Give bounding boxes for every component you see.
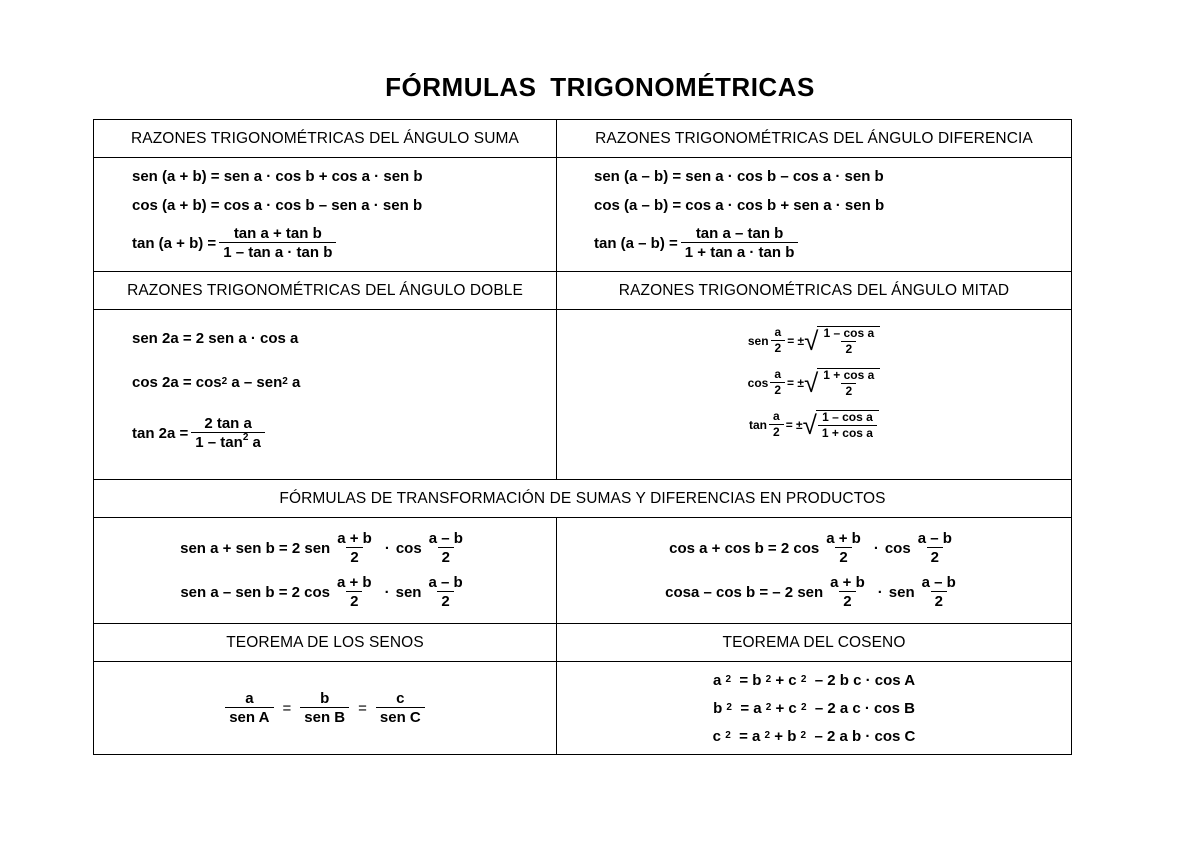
suma-cosenos-formula: cos a + cos b = 2 cos $\frac{a + b}{2}$ · cos $\frac{a - b}{2}$ — [669, 529, 952, 566]
tan-diferencia-formula: tan (a – b) = $\frac{\text{tan a – tan b}}{\text{1 + tan a · tan b}}$ — [594, 220, 1064, 266]
header-angulo-mitad: RAZONES TRIGONOMÉTRICAS DEL ÁNGULO MITAD — [618, 281, 1010, 299]
transformacion-seno-formulas — [94, 526, 556, 614]
sen-mitad-formula: sen $\frac{a}{2}$ = ± √ $\frac{\text{1 – cos a}}{2}$ — [557, 320, 1071, 362]
tan-suma-fraction: $\frac{\text{tan a + tan b}}{\text{1 – tan a · tan b}}$ — [219, 225, 336, 262]
header-transformacion: FÓRMULAS DE TRANSFORMACIÓN DE SUMAS Y DIFERENCIAS EN PRODUCTOS — [279, 489, 886, 507]
tan-doble-formula: tan 2a = $\frac{\text{2 tan a}}{1 - \tan^2 a}$ — [132, 410, 552, 456]
coseno-formula-c: c 2 = a 2 + b 2 – 2 a b · cos C — [712, 727, 916, 745]
coseno-formula-a: a 2 = b 2 + c 2 – 2 b c · cos A — [712, 671, 916, 689]
divider — [94, 157, 1071, 158]
header-teorema-coseno: TEOREMA DEL COSENO — [722, 633, 906, 651]
header-angulo-doble: RAZONES TRIGONOMÉTRICAS DEL ÁNGULO DOBLE — [127, 281, 523, 299]
diferencia-formulas — [594, 162, 1064, 266]
square-root: √ $\frac{\text{1 – cos a}}{\text{1 + cos a}}$ — [803, 410, 879, 441]
suma-senos-formula: sen a + sen b = 2 sen $\frac{a + b}{2}$ · cos $\frac{a - b}{2}$ — [180, 529, 463, 566]
teorema-senos-formula: $\frac{a}{\text{sen A}}$ = $\frac{b}{\text{sen B}}$ = $\frac{c}{\text{sen C}}$ — [94, 662, 556, 754]
sen-diferencia-formula: sen (a – b) = sen a · cos b – cos a · sen b — [594, 168, 884, 185]
cos-mitad-formula: cos $\frac{a}{2}$ = ± √ $\frac{\text{1 + cos a}}{2}$ — [557, 362, 1071, 404]
diferencia-senos-formula: sen a – sen b = 2 cos $\frac{a + b}{2}$ · sen $\frac{a - b}{2}$ — [180, 573, 463, 610]
doble-formulas — [132, 322, 552, 456]
header-angulo-suma: RAZONES TRIGONOMÉTRICAS DEL ÁNGULO SUMA — [130, 129, 519, 147]
sen-doble-formula: sen 2a = 2 sen a · cos a — [132, 329, 299, 347]
header-teorema-senos: TEOREMA DE LOS SENOS — [226, 633, 424, 651]
diferencia-cosenos-formula: cosa – cos b = – 2 sen $\frac{a + b}{2}$ · sen $\frac{a - b}{2}$ — [665, 573, 956, 610]
cos-diferencia-formula: cos (a – b) = cos a · cos b + sen a · sen b — [594, 197, 885, 214]
sen-suma-formula: sen (a + b) = sen a · cos b + cos a · sen b — [132, 168, 423, 185]
header-angulo-diferencia: RAZONES TRIGONOMÉTRICAS DEL ÁNGULO DIFERENCIA — [595, 129, 1033, 147]
transformacion-coseno-formulas — [557, 526, 1071, 614]
tan-mitad-formula: tan $\frac{a}{2}$ = ± √ $\frac{\text{1 – cos a}}{\text{1 + cos a}}$ — [557, 404, 1071, 446]
square-root: √ $\frac{\text{1 – cos a}}{2}$ — [804, 326, 880, 357]
cos-doble-formula: cos 2a = cos 2 a – sen 2 a — [132, 373, 301, 391]
tan-suma-formula: tan (a + b) = $\frac{\text{tan a + tan b}}{\text{1 – tan a · tan b}}$ — [132, 220, 552, 266]
tan-doble-fraction: $\frac{\text{2 tan a}}{1 - \tan^2 a}$ — [191, 415, 265, 452]
mitad-formulas — [557, 320, 1071, 446]
suma-formulas — [132, 162, 552, 266]
coseno-formula-b: b 2 = a 2 + c 2 – 2 a c · cos B — [713, 699, 915, 717]
formula-table — [93, 119, 1072, 755]
teorema-coseno-formulas — [557, 666, 1071, 750]
cos-suma-formula: cos (a + b) = cos a · cos b – sen a · sen b — [132, 197, 423, 214]
tan-diferencia-fraction: $\frac{\text{tan a – tan b}}{\text{1 + tan a · tan b}}$ — [681, 225, 799, 262]
square-root: √ $\frac{\text{1 + cos a}}{2}$ — [804, 368, 880, 399]
page-title: FÓRMULAS TRIGONOMÉTRICAS — [385, 72, 815, 102]
divider — [94, 309, 1071, 310]
divider — [94, 517, 1071, 518]
